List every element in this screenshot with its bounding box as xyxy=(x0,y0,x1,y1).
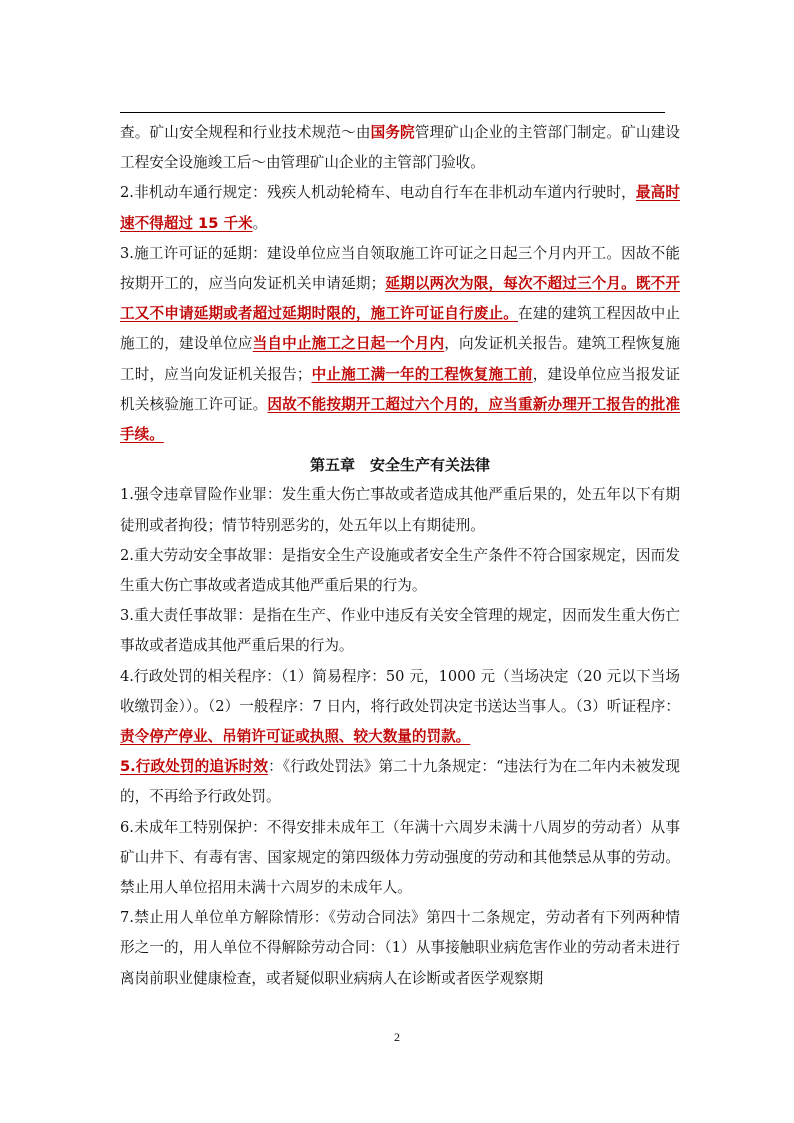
emphasis-text: 最高时速不得超过 15 千米 xyxy=(120,184,680,232)
text-run: ：《行政处罚法》第二十九条规定：“违法行为在二年内未被发现的，不再给予行政处罚。 xyxy=(120,758,680,806)
paragraph-administrative-penalty-procedure xyxy=(120,662,680,753)
text-run: 。 xyxy=(252,214,268,232)
paragraph-unilateral-termination: 7.禁止用人单位单方解除情形：《劳动合同法》第四十二条规定，劳动者有下列两种情形之一的，用人单位不得解除劳动合同：（1）从事接触职业病危害作业的劳动者未进行离岗前职业健康检查，或者疑似职业病病人在诊断或者医学观察期 xyxy=(120,909,680,987)
emphasis-text: 5.行政处罚的追诉时效 xyxy=(120,758,269,776)
header-rule xyxy=(120,112,665,113)
emphasis-text: 责令停产停业、吊销许可证或执照、较大数量的罚款。 xyxy=(120,728,471,746)
text-run: 2.非机动车通行规定：残疾人机动轮椅车、电动自行车在非机动车道内行驶时， xyxy=(120,184,636,202)
emphasis-text: 延期以两次为限，每次不超过三个月。既不开工又不申请延期或者超过延期时限的，施工许可证自行废止。 xyxy=(120,275,680,323)
text-run: 查。矿山安全规程和行业技术规范～由 xyxy=(120,124,371,141)
paragraph-permit-extension xyxy=(120,239,680,450)
paragraph-major-labor-safety-crime: 2.重大劳动安全事故罪：是指安全生产设施或者安全生产条件不符合国家规定，因而发生重大伤亡事故或者造成其他严重后果的行为。 xyxy=(120,546,680,595)
body-text xyxy=(120,118,680,994)
emphasis-text: 因故不能按期开工超过六个月的，应当重新办理开工报告的批准手续。 xyxy=(120,395,680,444)
emphasis-text: 中止施工满一年的工程恢复施工前 xyxy=(311,365,533,383)
emphasis-text: 国务院 xyxy=(370,124,415,141)
chapter-heading: 第五章 安全生产有关法律 xyxy=(309,456,490,475)
paragraph-limitation-period xyxy=(120,752,680,812)
paragraph-minor-worker-protection: 6.未成年工特别保护：不得安排未成年工（年满十六周岁未满十八周岁的劳动者）从事矿山井下、有毒有害、国家规定的第四级体力劳动强度的劳动和其他禁忌从事的劳动。禁止用人单位招用未满十六周岁的未成年人。 xyxy=(120,818,680,897)
text-run: 3.施工许可证的延期：建设单位应当自领取施工许可证之日起三个月内开工。因故不能按期开工的，应当向发证机关申请延期； xyxy=(120,244,680,293)
text-run: ，向发证机关报告。建筑工程恢复施工时，应当向发证机关报告； xyxy=(120,335,680,383)
text-run: 管理矿山企业的主管部门制定。矿山建设工程安全设施竣工后～由管理矿山企业的主管部门验收。 xyxy=(120,124,680,172)
text-run: 4.行政处罚的相关程序：（1）简易程序：50 元，1000 元（当场决定（20 元以下当场收缴罚金））。（2）一般程序：7 日内，将行政处罚决定书送达当事人。（3）听证程序： xyxy=(120,667,680,715)
paragraph-forced-risk-crime: 1.强令违章冒险作业罪：发生重大伤亡事故或者造成其他严重后果的，处五年以下有期徒刑或者拘役；情节特别恶劣的，处五年以上有期徒刑。 xyxy=(120,486,680,534)
paragraph-mine-safety xyxy=(120,118,680,178)
paragraph-nonmotor-vehicle xyxy=(120,178,680,238)
emphasis-text: 当自中止施工之日起一个月内 xyxy=(252,335,445,353)
paragraph-major-liability-crime: 3.重大责任事故罪：是指在生产、作业中违反有关安全管理的规定，因而发生重大伤亡事故或者造成其他严重后果的行为。 xyxy=(120,607,680,655)
text-run: ，建设单位应当报发证机关核验施工许可证。 xyxy=(120,365,680,413)
text-run: 在建的建筑工程因故中止施工的，建设单位应 xyxy=(120,305,680,353)
page-number: 2 xyxy=(394,1030,400,1044)
